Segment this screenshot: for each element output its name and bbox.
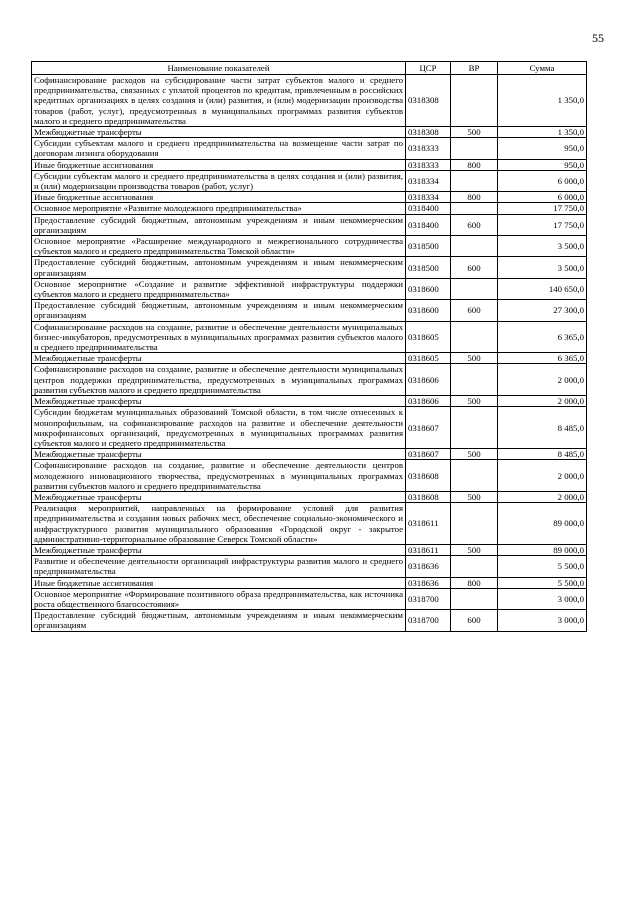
row-sum: 8 485,0 — [498, 407, 587, 449]
row-vr — [451, 321, 498, 353]
row-name: Софинансирование расходов на создание, развитие и обеспечение деятельности муниципальных центров поддержки предпринимательства, предусмотренных в муниципальных программах развития субъектов малого и среднего предпринимательства — [32, 364, 406, 396]
row-csr: 0318611 — [406, 544, 451, 555]
row-csr: 0318333 — [406, 159, 451, 170]
column-header-csr: ЦСР — [406, 62, 451, 75]
row-vr: 600 — [451, 257, 498, 278]
table-row — [32, 364, 587, 396]
row-csr: 0318700 — [406, 588, 451, 609]
row-sum: 3 000,0 — [498, 610, 587, 631]
row-name: Межбюджетные трансферты — [32, 544, 406, 555]
table-row — [32, 192, 587, 203]
row-vr — [451, 236, 498, 257]
page-number: 55 — [592, 31, 604, 45]
row-vr — [451, 278, 498, 299]
row-vr: 800 — [451, 577, 498, 588]
row-csr: 0318636 — [406, 577, 451, 588]
row-sum: 17 750,0 — [498, 214, 587, 235]
row-csr: 0318606 — [406, 396, 451, 407]
table-row — [32, 577, 587, 588]
row-vr — [451, 138, 498, 159]
row-sum: 2 000,0 — [498, 491, 587, 502]
row-sum: 8 485,0 — [498, 449, 587, 460]
row-csr: 0318400 — [406, 203, 451, 214]
row-name: Предоставление субсидий бюджетным, автономным учреждениям и иным некоммерческим организациям — [32, 257, 406, 278]
row-sum: 1 350,0 — [498, 75, 587, 127]
row-name: Основное мероприятие «Расширение международного и межрегионального сотрудничества субъектов малого и среднего предпринимательства Томской области» — [32, 236, 406, 257]
row-csr: 0318400 — [406, 214, 451, 235]
row-vr: 500 — [451, 449, 498, 460]
row-sum: 5 500,0 — [498, 577, 587, 588]
row-sum: 17 750,0 — [498, 203, 587, 214]
table-row — [32, 170, 587, 191]
row-name: Межбюджетные трансферты — [32, 491, 406, 502]
table-row — [32, 300, 587, 321]
row-name: Развитие и обеспечение деятельности организаций инфраструктуры развития малого и среднего предпринимательства — [32, 556, 406, 577]
row-csr: 0318611 — [406, 503, 451, 545]
table-row — [32, 159, 587, 170]
row-vr — [451, 460, 498, 492]
row-vr — [451, 203, 498, 214]
row-sum: 2 000,0 — [498, 364, 587, 396]
row-name: Иные бюджетные ассигнования — [32, 159, 406, 170]
table-row — [32, 544, 587, 555]
row-name: Софинансирование расходов на субсидирование части затрат субъектов малого и среднего предпринимательства, связанных с уплатой процентов по кредитам, привлеченным в российских кредитных организациях в целях создания и (или) развития, и (или) модернизации производства товаров (работ, услуг), предусмотренных в муниципальных программах развития субъектов малого и среднего предпринимательства — [32, 75, 406, 127]
row-name: Межбюджетные трансферты — [32, 396, 406, 407]
row-csr: 0318606 — [406, 364, 451, 396]
row-name: Основное мероприятие «Создание и развитие эффективной инфраструктуры поддержки субъектов малого и среднего предпринимательства» — [32, 278, 406, 299]
row-name: Софинансирование расходов на создание, развитие и обеспечение деятельности центров молодежного инновационного творчества, предусмотренных в муниципальных программах развития субъектов малого и среднего предпринимательства — [32, 460, 406, 492]
row-vr — [451, 503, 498, 545]
row-csr: 0318608 — [406, 460, 451, 492]
row-sum: 6 000,0 — [498, 170, 587, 191]
row-csr: 0318607 — [406, 407, 451, 449]
table-row — [32, 353, 587, 364]
row-sum: 950,0 — [498, 159, 587, 170]
table-row — [32, 588, 587, 609]
row-vr: 500 — [451, 396, 498, 407]
table-row — [32, 503, 587, 545]
row-csr: 0318636 — [406, 556, 451, 577]
row-vr — [451, 170, 498, 191]
row-csr: 0318600 — [406, 278, 451, 299]
column-header-name: Наименование показателей — [32, 62, 406, 75]
row-sum: 950,0 — [498, 138, 587, 159]
table-row — [32, 610, 587, 631]
row-vr: 600 — [451, 300, 498, 321]
table-row — [32, 449, 587, 460]
row-sum: 3 500,0 — [498, 257, 587, 278]
row-csr: 0318500 — [406, 236, 451, 257]
row-name: Субсидии субъектам малого и среднего предпринимательства в целях создания и (или) развития, и (или) модернизации производства товаров (работ, услуг) — [32, 170, 406, 191]
row-sum: 89 000,0 — [498, 544, 587, 555]
row-csr: 0318334 — [406, 170, 451, 191]
row-vr — [451, 588, 498, 609]
row-name: Основное мероприятие «Формирование позитивного образа предпринимательства, как источника роста общественного благосостояния» — [32, 588, 406, 609]
row-sum: 6 365,0 — [498, 353, 587, 364]
row-name: Предоставление субсидий бюджетным, автономным учреждениям и иным некоммерческим организациям — [32, 610, 406, 631]
table-row — [32, 407, 587, 449]
row-vr — [451, 407, 498, 449]
row-vr: 800 — [451, 192, 498, 203]
table-row — [32, 396, 587, 407]
table-row — [32, 138, 587, 159]
row-vr: 500 — [451, 127, 498, 138]
row-name: Предоставление субсидий бюджетным, автономным учреждениям и иным некоммерческим организациям — [32, 300, 406, 321]
row-name: Иные бюджетные ассигнования — [32, 577, 406, 588]
row-sum: 1 350,0 — [498, 127, 587, 138]
column-header-sum: Сумма — [498, 62, 587, 75]
row-sum: 3 500,0 — [498, 236, 587, 257]
row-name: Межбюджетные трансферты — [32, 127, 406, 138]
row-sum: 140 650,0 — [498, 278, 587, 299]
row-sum: 2 000,0 — [498, 396, 587, 407]
row-csr: 0318605 — [406, 321, 451, 353]
row-vr — [451, 556, 498, 577]
table-row — [32, 491, 587, 502]
table-row — [32, 278, 587, 299]
row-csr: 0318607 — [406, 449, 451, 460]
row-name: Субсидии бюджетам муниципальных образований Томской области, в том числе отнесенных к монопрофильным, на софинансирование расходов на развитие и обеспечение деятельности микрофинансовых организаций, предусмотренных в муниципальных программах развития субъектов малого и среднего предпринимательства — [32, 407, 406, 449]
table-row — [32, 75, 587, 127]
row-vr: 500 — [451, 544, 498, 555]
row-csr: 0318333 — [406, 138, 451, 159]
row-sum: 5 500,0 — [498, 556, 587, 577]
row-csr: 0318334 — [406, 192, 451, 203]
table-row — [32, 257, 587, 278]
row-csr: 0318308 — [406, 127, 451, 138]
row-name: Реализация мероприятий, направленных на формирование условий для развития предпринимательства и создания новых рабочих мест, обеспечение социально-экономического и инфраструктурного развития муниципального образования «Городской округ - закрытое административно-территориальное образование Северск Томской области» — [32, 503, 406, 545]
table-row — [32, 556, 587, 577]
table-row — [32, 236, 587, 257]
column-header-vr: ВР — [451, 62, 498, 75]
row-vr: 500 — [451, 491, 498, 502]
row-name: Предоставление субсидий бюджетным, автономным учреждениям и иным некоммерческим организациям — [32, 214, 406, 235]
row-name: Межбюджетные трансферты — [32, 449, 406, 460]
row-name: Софинансирование расходов на создание, развитие и обеспечение деятельности муниципальных бизнес-инкубаторов, предусмотренных в муниципальных программах развития субъектов малого и среднего предпринимательства — [32, 321, 406, 353]
row-vr — [451, 364, 498, 396]
row-sum: 27 300,0 — [498, 300, 587, 321]
row-csr: 0318608 — [406, 491, 451, 502]
table-row — [32, 214, 587, 235]
row-vr: 600 — [451, 610, 498, 631]
row-vr: 600 — [451, 214, 498, 235]
row-csr: 0318700 — [406, 610, 451, 631]
row-name: Иные бюджетные ассигнования — [32, 192, 406, 203]
row-sum: 2 000,0 — [498, 460, 587, 492]
budget-table — [31, 61, 587, 632]
row-csr: 0318600 — [406, 300, 451, 321]
row-vr: 500 — [451, 353, 498, 364]
row-csr: 0318605 — [406, 353, 451, 364]
row-sum: 6 365,0 — [498, 321, 587, 353]
row-vr — [451, 75, 498, 127]
row-name: Основное мероприятие «Развитие молодежного предпринимательства» — [32, 203, 406, 214]
table-row — [32, 460, 587, 492]
row-sum: 89 000,0 — [498, 503, 587, 545]
row-csr: 0318308 — [406, 75, 451, 127]
row-sum: 3 000,0 — [498, 588, 587, 609]
row-sum: 6 000,0 — [498, 192, 587, 203]
row-vr: 800 — [451, 159, 498, 170]
table-header-row — [32, 62, 587, 75]
row-name: Субсидии субъектам малого и среднего предпринимательства на возмещение части затрат по договорам лизинга оборудования — [32, 138, 406, 159]
row-name: Межбюджетные трансферты — [32, 353, 406, 364]
table-row — [32, 321, 587, 353]
row-csr: 0318500 — [406, 257, 451, 278]
table-row — [32, 203, 587, 214]
table-row — [32, 127, 587, 138]
